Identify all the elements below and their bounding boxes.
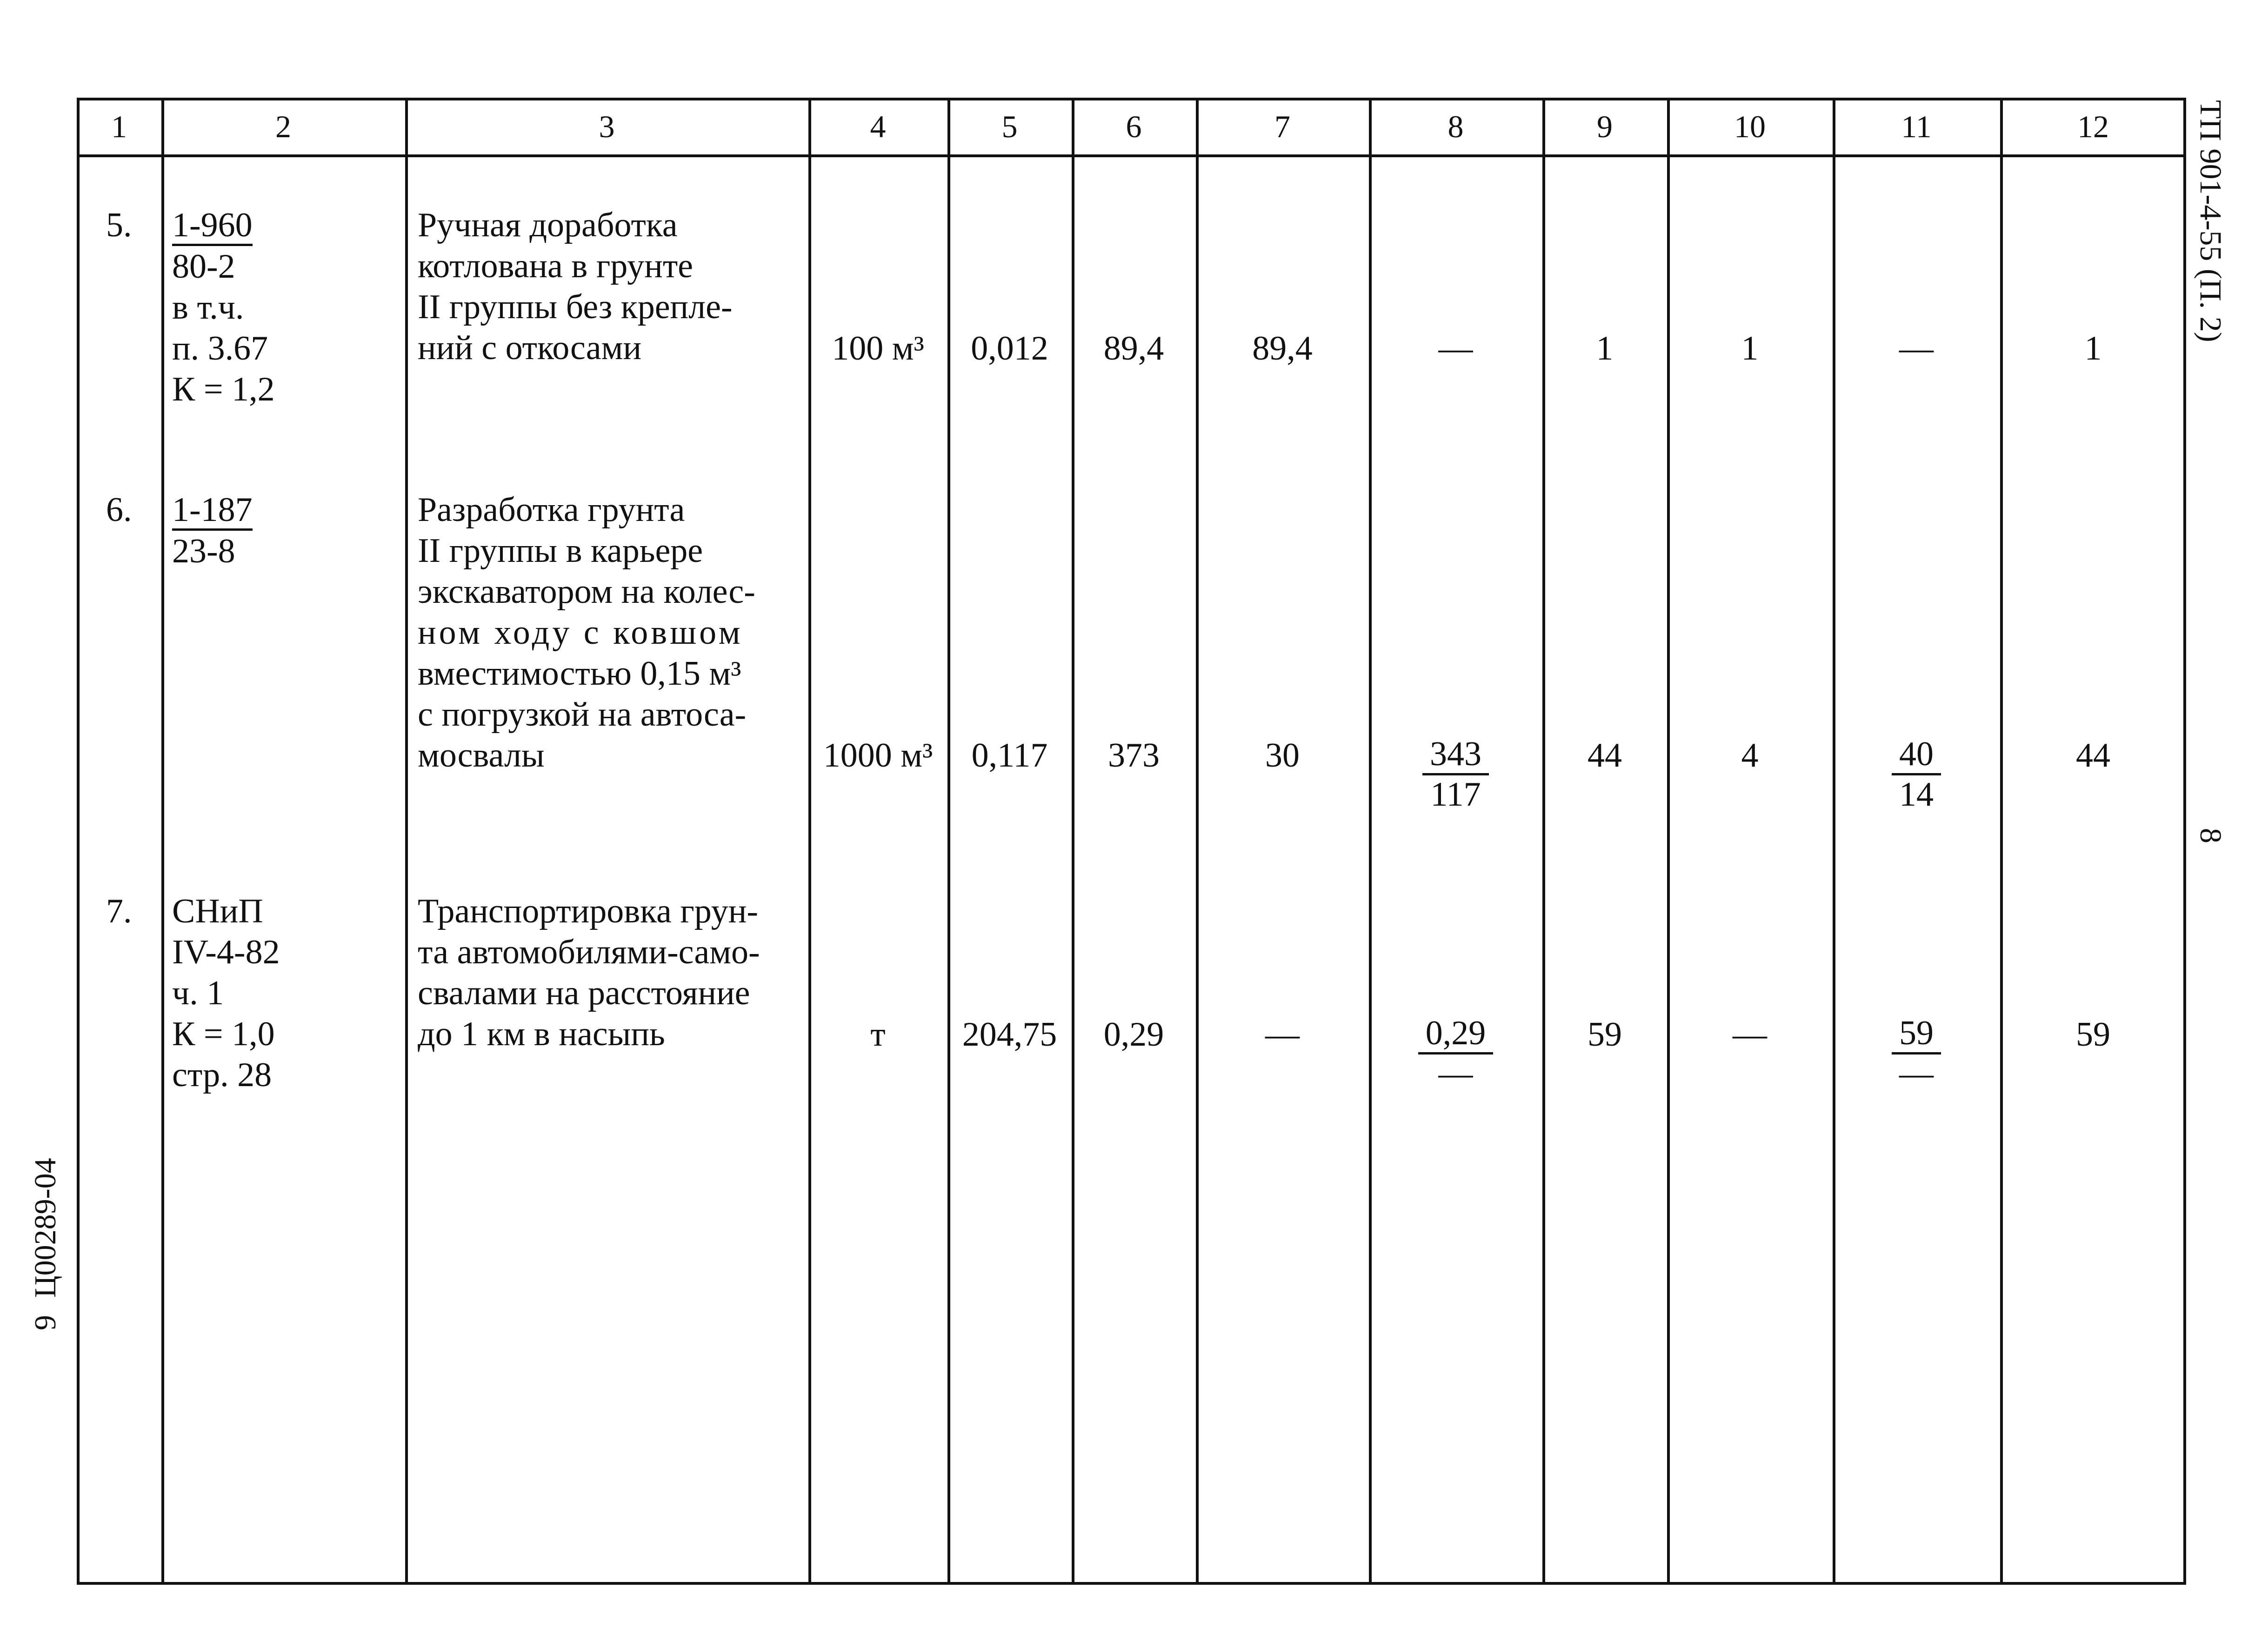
quantity-cell: 0,117	[971, 736, 1048, 774]
column-header-9: 9	[1597, 108, 1613, 144]
code-line: п. 3.67	[172, 329, 268, 367]
table-frame	[77, 98, 2186, 1585]
cell-col11: —	[1899, 329, 1934, 367]
description-line: до 1 км в насыпь	[418, 1015, 665, 1053]
cell-col10: 1	[1741, 329, 1759, 367]
cell-col12: 59	[2076, 1015, 2110, 1054]
cell-col9: 1	[1596, 329, 1614, 367]
fraction-denominator: —	[1438, 1054, 1473, 1093]
row-number: 5.	[106, 206, 132, 244]
row-number: 6.	[106, 491, 132, 529]
description-line: свалами на расстояние	[418, 974, 750, 1012]
cell-col7: 89,4	[1252, 329, 1313, 367]
unit-cell: т	[870, 1015, 886, 1054]
cell-col6: 0,29	[1103, 1015, 1164, 1054]
description-line: ний с откосами	[418, 329, 642, 367]
column-header-5: 5	[1001, 108, 1018, 144]
code-line: в т.ч.	[172, 288, 244, 327]
code-numerator: 1-960	[172, 207, 253, 246]
work-description	[418, 891, 808, 1054]
description-line: Разработка грунта	[418, 491, 685, 529]
description-line: котлована в грунте	[418, 247, 693, 285]
column-header-3: 3	[599, 108, 615, 144]
cell-col8-fraction	[1369, 735, 1542, 814]
work-description	[418, 489, 808, 776]
fraction-denominator: —	[1899, 1054, 1934, 1093]
description-line: II группы без крепле-	[418, 288, 733, 326]
cell-col12: 1	[2084, 329, 2102, 367]
column-header-6: 6	[1126, 108, 1142, 144]
cell-col9: 59	[1588, 1015, 1622, 1054]
column-header-12: 12	[2077, 108, 2109, 144]
row-number: 7.	[106, 892, 132, 930]
column-header-8: 8	[1448, 108, 1464, 144]
cell-col10: —	[1733, 1015, 1767, 1054]
cell-col7: 30	[1265, 736, 1300, 774]
column-header-4: 4	[870, 108, 886, 144]
cell-col6: 89,4	[1103, 329, 1164, 367]
cell-col10: 4	[1741, 736, 1759, 774]
code-line: ч. 1	[172, 974, 224, 1012]
column-header-7: 7	[1274, 108, 1290, 144]
column-header-2: 2	[275, 108, 291, 144]
code-denominator: 80-2	[172, 247, 235, 286]
cell-col11-fraction	[1833, 1014, 2000, 1093]
description-line: та автомобилями-само-	[418, 933, 760, 971]
column-divider	[1369, 98, 1372, 1585]
column-divider	[1667, 98, 1670, 1585]
column-divider	[161, 98, 164, 1585]
column-header-11: 11	[1901, 108, 1932, 144]
description-line: ном ходу с ковшом	[418, 614, 743, 652]
column-divider	[1833, 98, 1835, 1585]
code-line: К = 1,0	[172, 1015, 275, 1053]
quantity-cell: 204,75	[962, 1015, 1057, 1054]
fraction-numerator: 59	[1892, 1014, 1941, 1054]
column-divider	[2000, 98, 2003, 1585]
description-line: вместимостью 0,15 м³	[418, 654, 741, 693]
description-line: Ручная доработка	[418, 206, 678, 244]
norm-code	[172, 489, 253, 572]
left-document-code: Ц00289-04	[28, 1158, 62, 1298]
column-header-10: 10	[1734, 108, 1766, 144]
fraction-numerator: 0,29	[1418, 1014, 1494, 1054]
unit-cell: 1000 м³	[823, 736, 933, 774]
fraction-numerator: 40	[1892, 735, 1941, 775]
cell-col9: 44	[1588, 736, 1622, 774]
code-line: стр. 28	[172, 1056, 272, 1094]
code-numerator: 1-187	[172, 491, 253, 531]
column-divider	[1542, 98, 1545, 1585]
cell-col8-fraction	[1369, 1014, 1542, 1093]
cell-col8: —	[1438, 329, 1473, 367]
left-page-number: 9	[28, 1315, 62, 1330]
code-denominator: 23-8	[172, 532, 235, 570]
column-divider	[808, 98, 811, 1585]
code-line: IV-4-82	[172, 933, 280, 971]
right-document-code: ТП 901-4-55 (П. 2)	[2194, 100, 2228, 342]
norm-code	[172, 205, 275, 410]
unit-cell: 100 м³	[832, 329, 924, 367]
description-line: II группы в карьере	[418, 532, 703, 570]
column-divider	[405, 98, 408, 1585]
column-header-1: 1	[111, 108, 127, 144]
work-description	[418, 205, 808, 368]
cell-col6: 373	[1108, 736, 1160, 774]
cell-col11-fraction	[1833, 735, 2000, 814]
right-page-number: 8	[2194, 828, 2228, 843]
description-line: с погрузкой на автоса-	[418, 695, 747, 734]
code-line: СНиП	[172, 892, 263, 930]
norm-code	[172, 891, 280, 1095]
column-divider	[1196, 98, 1199, 1585]
description-line: экскаватором на колес-	[418, 573, 755, 611]
fraction-denominator: 14	[1899, 775, 1934, 814]
column-divider	[947, 98, 950, 1585]
description-line: мосвалы	[418, 736, 545, 774]
cell-col12: 44	[2076, 736, 2110, 774]
description-line: Транспортировка грун-	[418, 892, 758, 930]
fraction-denominator: 117	[1430, 775, 1481, 814]
quantity-cell: 0,012	[971, 329, 1048, 367]
fraction-numerator: 343	[1422, 735, 1489, 775]
column-divider	[1072, 98, 1074, 1585]
cell-col7: —	[1265, 1015, 1300, 1054]
code-line: К = 1,2	[172, 370, 275, 408]
